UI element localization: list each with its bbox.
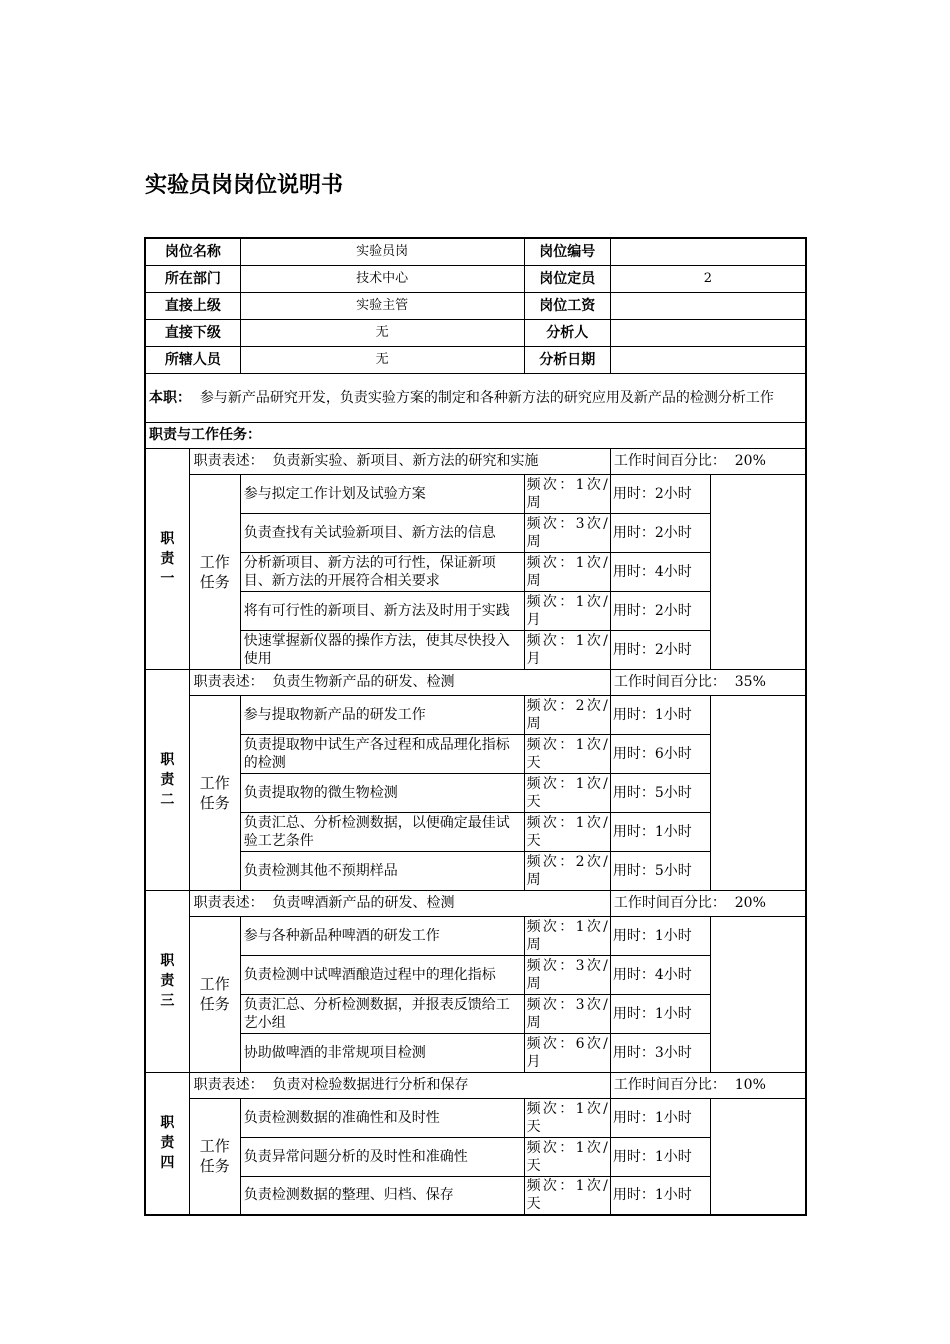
task-text: 负责检测数据的整理、归档、保存 <box>240 1176 524 1215</box>
duty-description <box>189 1072 610 1098</box>
task-duration: 用时：6小时 <box>610 734 710 773</box>
task-duration: 用时：4小时 <box>610 552 710 591</box>
duty-time-percent <box>610 669 806 695</box>
duty-description-text: 负责啤酒新产品的研发、检测 <box>272 895 455 911</box>
row-summary <box>145 373 806 422</box>
task-row <box>145 1176 806 1215</box>
task-text: 参与拟定工作计划及试验方案 <box>240 474 524 513</box>
task-text: 协助做啤酒的非常规项目检测 <box>240 1033 524 1072</box>
duty-time-percent-label: 工作时间百分比： <box>613 674 726 690</box>
wage-value <box>610 292 806 319</box>
summary-text: 参与新产品研究开发，负责实验方案的制定和各种新方法的研究应用及新产品的检测分析工作 <box>199 389 774 406</box>
task-duration: 用时：1小时 <box>610 916 710 955</box>
job-description-table <box>144 237 807 1216</box>
task-frequency: 频次：1次/月 <box>524 591 610 630</box>
headcount-value: 2 <box>610 265 806 292</box>
task-frequency: 频次：3次/周 <box>524 955 610 994</box>
task-row <box>145 513 806 552</box>
duty-time-percent <box>610 448 806 474</box>
duty-time-percent-label: 工作时间百分比： <box>613 1077 726 1093</box>
duty-label <box>145 669 189 890</box>
duty-description <box>189 669 610 695</box>
duty-label-char: 责 <box>160 771 175 788</box>
task-row <box>145 591 806 630</box>
duty-description-text: 负责生物新产品的研发、检测 <box>272 674 455 690</box>
subordinate-label: 直接下级 <box>145 319 240 346</box>
analyst-label: 分析人 <box>524 319 610 346</box>
task-duration: 用时：2小时 <box>610 630 710 669</box>
position-name-label: 岗位名称 <box>145 238 240 265</box>
duty-desc-row <box>145 669 806 695</box>
task-duration: 用时：5小时 <box>610 773 710 812</box>
task-duration: 用时：2小时 <box>610 474 710 513</box>
duty-description-label: 职责表述： <box>193 895 264 911</box>
summary-label: 本职： <box>149 389 191 406</box>
duty-time-percent <box>610 1072 806 1098</box>
duty-label-char: 职 <box>160 1115 175 1132</box>
task-text: 负责检测中试啤酒酿造过程中的理化指标 <box>240 955 524 994</box>
duty-description-text: 负责对检验数据进行分析和保存 <box>272 1077 469 1093</box>
task-text: 将有可行性的新项目、新方法及时用于实践 <box>240 591 524 630</box>
headcount-label: 岗位定员 <box>524 265 610 292</box>
subordinate-value: 无 <box>240 319 524 346</box>
work-task-label: 工作任务 <box>189 1098 240 1215</box>
department-label: 所在部门 <box>145 265 240 292</box>
task-frequency: 频次：1次/天 <box>524 812 610 851</box>
task-frequency: 频次：1次/天 <box>524 734 610 773</box>
duty-label-char: 四 <box>160 1155 175 1172</box>
analysis-date-label: 分析日期 <box>524 346 610 373</box>
duty-description-text: 负责新实验、新项目、新方法的研究和实施 <box>272 453 539 469</box>
position-no-label: 岗位编号 <box>524 238 610 265</box>
task-frequency: 频次：3次/周 <box>524 513 610 552</box>
analyst-value <box>610 319 806 346</box>
duty-description-label: 职责表述： <box>193 674 264 690</box>
work-task-label: 工作任务 <box>189 474 240 669</box>
task-row <box>145 916 806 955</box>
duties-header: 职责与工作任务： <box>145 422 806 448</box>
task-text: 负责检测其他不预期样品 <box>240 851 524 890</box>
duty-description-label: 职责表述： <box>193 1077 264 1093</box>
task-duration: 用时：5小时 <box>610 851 710 890</box>
duty-time-percent-label: 工作时间百分比： <box>613 895 726 911</box>
task-row <box>145 630 806 669</box>
task-row <box>145 1033 806 1072</box>
duty-time-percent-value: 35% <box>734 674 766 690</box>
task-row <box>145 1137 806 1176</box>
task-text: 负责查找有关试验新项目、新方法的信息 <box>240 513 524 552</box>
row-managed <box>145 346 806 373</box>
task-row <box>145 851 806 890</box>
task-text: 快速掌握新仪器的操作方法，使其尽快投入使用 <box>240 630 524 669</box>
managed-label: 所辖人员 <box>145 346 240 373</box>
duty-desc-row <box>145 890 806 916</box>
row-position-name <box>145 238 806 265</box>
task-row <box>145 773 806 812</box>
position-name-value: 实验员岗 <box>240 238 524 265</box>
task-text: 负责汇总、分析检测数据，以便确定最佳试验工艺条件 <box>240 812 524 851</box>
task-frequency: 频次：1次/周 <box>524 474 610 513</box>
wage-label: 岗位工资 <box>524 292 610 319</box>
task-row <box>145 812 806 851</box>
duty-description-label: 职责表述： <box>193 453 264 469</box>
task-row <box>145 474 806 513</box>
task-row <box>145 734 806 773</box>
task-duration: 用时：3小时 <box>610 1033 710 1072</box>
superior-value: 实验主管 <box>240 292 524 319</box>
task-row <box>145 955 806 994</box>
task-row <box>145 994 806 1033</box>
task-text: 负责检测数据的准确性和及时性 <box>240 1098 524 1137</box>
duty-time-percent-label: 工作时间百分比： <box>613 453 726 469</box>
task-text: 负责异常问题分析的及时性和准确性 <box>240 1137 524 1176</box>
task-duration: 用时：1小时 <box>610 1098 710 1137</box>
task-text: 分析新项目、新方法的可行性，保证新项目、新方法的开展符合相关要求 <box>240 552 524 591</box>
superior-label: 直接上级 <box>145 292 240 319</box>
task-duration: 用时：1小时 <box>610 1176 710 1215</box>
summary-cell <box>145 373 806 422</box>
document-title: 实验员岗岗位说明书 <box>145 173 344 198</box>
duty-desc-row <box>145 448 806 474</box>
duty-label-char: 责 <box>160 973 175 989</box>
task-duration: 用时：1小时 <box>610 1137 710 1176</box>
task-frequency: 频次：1次/天 <box>524 1176 610 1215</box>
duty-time-percent <box>610 890 806 916</box>
task-text: 负责汇总、分析检测数据，并报表反馈给工艺小组 <box>240 994 524 1033</box>
task-text: 参与提取物新产品的研发工作 <box>240 695 524 734</box>
task-duration: 用时：2小时 <box>610 513 710 552</box>
position-no-value <box>610 238 806 265</box>
task-text: 负责提取物的微生物检测 <box>240 773 524 812</box>
analysis-date-value <box>610 346 806 373</box>
duty-label-char: 二 <box>160 791 175 808</box>
task-frequency: 频次：1次/天 <box>524 1098 610 1137</box>
work-task-label: 工作任务 <box>189 695 240 890</box>
duty-label-char: 职 <box>160 751 175 768</box>
duty-label-char: 责 <box>160 550 175 567</box>
task-frequency: 频次：1次/天 <box>524 1137 610 1176</box>
task-frequency: 频次：3次/周 <box>524 994 610 1033</box>
duty-label-char: 职 <box>160 530 175 547</box>
work-task-label: 工作任务 <box>189 916 240 1072</box>
managed-value: 无 <box>240 346 524 373</box>
duty-time-percent-value: 10% <box>734 1077 766 1093</box>
task-text: 负责提取物中试生产各过程和成品理化指标的检测 <box>240 734 524 773</box>
row-department <box>145 265 806 292</box>
row-duties-header <box>145 422 806 448</box>
task-frequency: 频次：1次/周 <box>524 552 610 591</box>
duty-time-percent-value: 20% <box>734 895 766 911</box>
task-frequency: 频次：1次/天 <box>524 773 610 812</box>
duty-label-char: 职 <box>160 953 175 969</box>
task-frequency: 频次：2次/周 <box>524 695 610 734</box>
task-frequency: 频次：1次/月 <box>524 630 610 669</box>
duty-label <box>145 1072 189 1215</box>
task-duration: 用时：1小时 <box>610 812 710 851</box>
task-row <box>145 695 806 734</box>
task-frequency: 频次：6次/月 <box>524 1033 610 1072</box>
task-row <box>145 552 806 591</box>
task-duration: 用时：1小时 <box>610 695 710 734</box>
duty-label-char: 三 <box>160 993 175 1009</box>
task-text: 参与各种新品种啤酒的研发工作 <box>240 916 524 955</box>
duty-label <box>145 890 189 1072</box>
duty-description <box>189 890 610 916</box>
duty-description <box>189 448 610 474</box>
duty-label <box>145 448 189 669</box>
task-duration: 用时：2小时 <box>610 591 710 630</box>
department-value: 技术中心 <box>240 265 524 292</box>
task-duration: 用时：1小时 <box>610 994 710 1033</box>
duty-label-char: 一 <box>160 570 175 587</box>
task-duration: 用时：4小时 <box>610 955 710 994</box>
duty-desc-row <box>145 1072 806 1098</box>
task-frequency: 频次：1次/周 <box>524 916 610 955</box>
task-frequency: 频次：2次/周 <box>524 851 610 890</box>
task-row <box>145 1098 806 1137</box>
row-superior <box>145 292 806 319</box>
duty-label-char: 责 <box>160 1135 175 1152</box>
row-subordinate <box>145 319 806 346</box>
duty-time-percent-value: 20% <box>734 453 766 469</box>
